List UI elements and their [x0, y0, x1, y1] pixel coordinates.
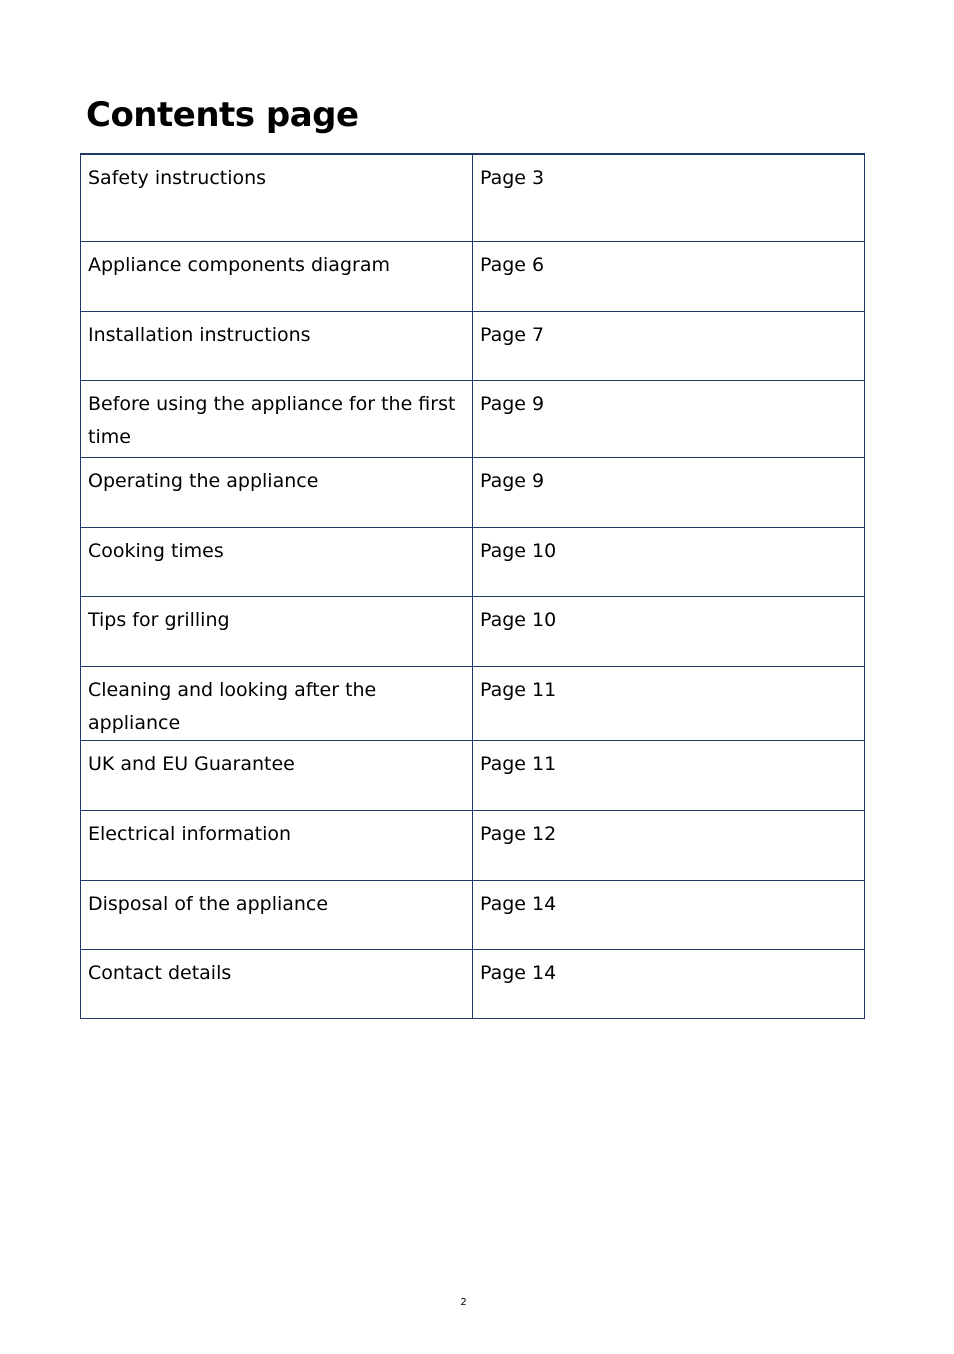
section-page: Page 14	[473, 949, 865, 1018]
page-title: Contents page	[86, 95, 359, 135]
table-row	[81, 457, 865, 527]
section-title: Appliance components diagram	[81, 241, 473, 311]
contents-table	[80, 153, 865, 1019]
section-page: Page 11	[473, 666, 865, 740]
table-row	[81, 740, 865, 810]
section-title: Tips for grilling	[81, 596, 473, 666]
section-page: Page 10	[473, 596, 865, 666]
section-title: Installation instructions	[81, 311, 473, 380]
section-page: Page 9	[473, 457, 865, 527]
table-row	[81, 527, 865, 596]
table-row	[81, 311, 865, 380]
table-row	[81, 666, 865, 740]
section-title: Safety instructions	[81, 154, 473, 241]
page-number: 2	[460, 1297, 467, 1308]
table-row	[81, 154, 865, 241]
table-row	[81, 241, 865, 311]
table-row	[81, 810, 865, 880]
section-title: Contact details	[81, 949, 473, 1018]
section-title: UK and EU Guarantee	[81, 740, 473, 810]
section-title: Electrical information	[81, 810, 473, 880]
section-page: Page 14	[473, 880, 865, 949]
section-title: Cleaning and looking after the appliance	[81, 666, 473, 740]
table-row	[81, 880, 865, 949]
section-title: Operating the appliance	[81, 457, 473, 527]
section-title: Before using the appliance for the first time	[81, 380, 473, 457]
section-page: Page 12	[473, 810, 865, 880]
table-row	[81, 596, 865, 666]
section-page: Page 11	[473, 740, 865, 810]
section-page: Page 9	[473, 380, 865, 457]
table-row	[81, 949, 865, 1018]
section-page: Page 3	[473, 154, 865, 241]
table-row	[81, 380, 865, 457]
section-page: Page 6	[473, 241, 865, 311]
section-title: Disposal of the appliance	[81, 880, 473, 949]
section-page: Page 7	[473, 311, 865, 380]
section-title: Cooking times	[81, 527, 473, 596]
section-page: Page 10	[473, 527, 865, 596]
